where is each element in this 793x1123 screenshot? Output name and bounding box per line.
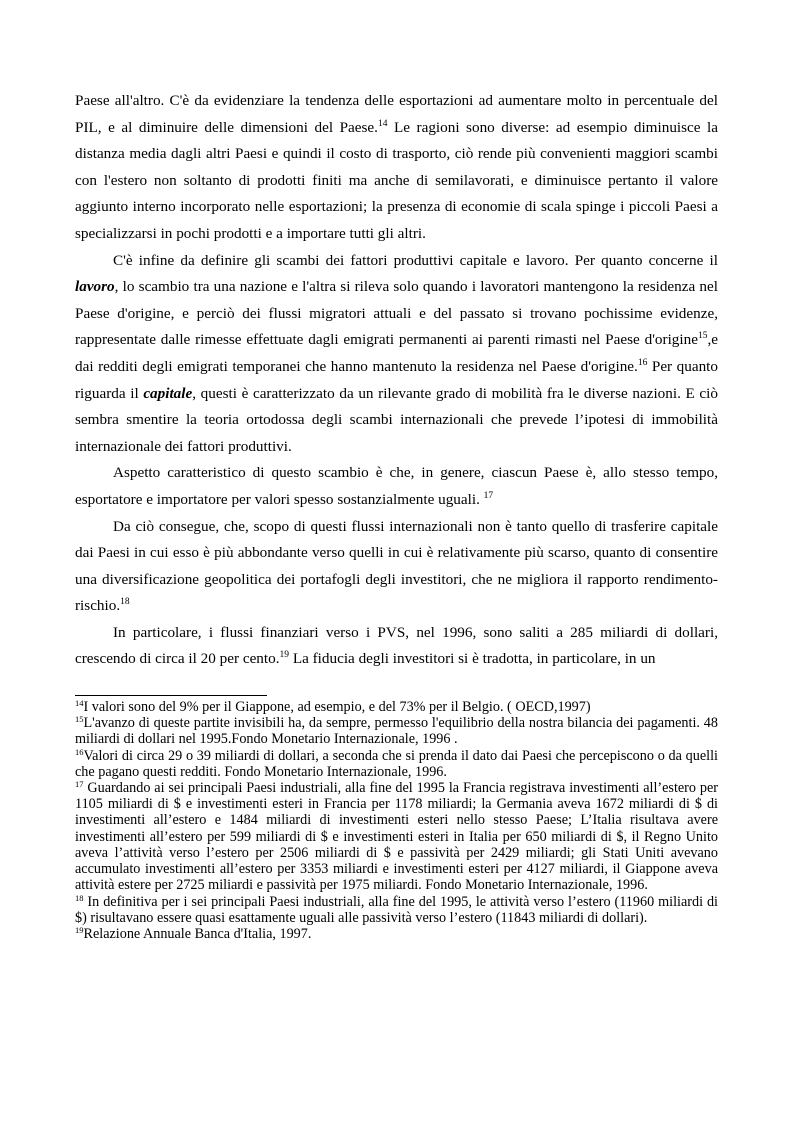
footnote-text: I valori sono del 9% per il Giappone, ad esempio, e del 73% per il Belgio. ( OECD,1997) (83, 699, 591, 716)
footnotes (75, 699, 718, 942)
footnote-ref-18: 18 (120, 597, 130, 608)
footnote-14 (75, 699, 718, 715)
paragraph-text: ,e dai redditi degli emigrati temporanei che hanno mantenuto la residenza nel Paese d'origine. (75, 331, 718, 375)
paragraph-text: , questi è caratterizzato da un rilevante grado di mobilità fra le diverse nazioni. E ciò sembra smentire la teoria ortodossa degli scambi internazionali che prevede l’ipotesi di immobilità internazionale dei fattori produttivi. (75, 384, 718, 455)
paragraph-text: C'è infine da definire gli scambi dei fattori produttivi capitale e lavoro. Per quanto concerne il (113, 251, 718, 269)
footnote-ref-19: 19 (279, 650, 290, 661)
footnote-text: Valori di circa 29 o 39 miliardi di dollari, a seconda che si prenda il dato dai Paesi che percepiscono o da quelli che pagano questi redditi. Fondo Monetario Internazionale, 1996. (75, 747, 718, 780)
document-page (75, 88, 718, 942)
body-text (75, 88, 718, 673)
footnote-ref-15: 15 (697, 331, 708, 342)
footnote-number: 15 (75, 714, 84, 725)
paragraph-4 (75, 514, 718, 620)
footnote-text: In definitiva per i sei principali Paesi industriali, alla fine del 1995, le attività verso l’estero (11960 miliardi di $) risultavano essere quasi esattamente uguali alle passività verso l’estero (11843 miliardi di dollari). (75, 893, 718, 926)
footnote-separator (75, 695, 267, 696)
paragraph-text: In particolare, i flussi finanziari verso i PVS, nel 1996, sono saliti a 285 miliardi di dollari, crescendo di circa il 20 per cento. (75, 623, 718, 668)
footnote-17 (75, 780, 718, 893)
paragraph-text: La fiducia degli investitori si è tradotta, in particolare, in un (289, 650, 656, 668)
footnote-number: 14 (75, 698, 84, 709)
term-capitale: capitale (143, 384, 193, 402)
term-lavoro: lavoro (75, 278, 115, 296)
paragraph-5 (75, 620, 718, 673)
footnote-number: 16 (75, 746, 84, 757)
footnote-ref-17: 17 (483, 490, 494, 501)
footnote-text: L'avanzo di queste partite invisibili ha, da sempre, permesso l'equilibrio della nostra bilancia dei pagamenti. 48 miliardi di dollari nel 1995.Fondo Monetario Internazionale, 1996 . (75, 715, 718, 748)
footnote-ref-16: 16 (637, 357, 648, 368)
paragraph-text: Da ciò consegue, che, scopo di questi flussi internazionali non è tanto quello di trasferire capitale dai Paesi in cui esso è più abbondante verso quelli in cui è relativamente più scarso, quanto di consentire una diversificazione geopolitica dei portafogli degli investitori, che ne migliora il rapporto rendimento-rischio. (75, 517, 718, 615)
footnote-ref-14: 14 (377, 118, 388, 129)
paragraph-1 (75, 88, 718, 248)
footnote-15 (75, 715, 718, 747)
paragraph-text: Per quanto riguarda il (75, 357, 718, 402)
footnote-number: 18 (75, 892, 84, 903)
paragraph-text: Le ragioni sono diverse: ad esempio diminuisce la distanza media dagli altri Paesi e quindi il costo di trasporto, ciò rende più convenienti maggiori scambi con l'estero non soltanto di prodotti finiti ma anche di semilavorati, e diminuisce pertanto il valore aggiunto interno incorporato nelle esportazioni; la presenza di economie di scala spinge i piccoli Paesi a specializzarsi in pochi prodotti e a importare tutti gli altri. (75, 118, 719, 242)
paragraph-3 (75, 460, 718, 513)
footnote-number: 19 (75, 924, 84, 935)
footnote-16 (75, 748, 718, 780)
footnote-text: Guardando ai sei principali Paesi industriali, alla fine del 1995 la Francia registrava investimenti all’estero per 1105 miliardi di $ e investimenti esteri in Francia per 1178 miliardi; la Germania aveva 1672 miliardi di $ di investimenti all’estero e 1484 miliardi di investimenti esteri nello stesso Paese; L’Italia risultava avere investimenti all’estero per 599 miliardi di $ e investimenti esteri in Italia per 650 miliardi di $, il Regno Unito aveva l’attività verso l’estero per 2506 miliardi di $ e passività per 2429 miliardi; gli Stati Uniti avevano accumulato investimenti all’estero per 3353 miliardi e investimenti esteri per 4127 miliardi, il Giappone aveva attività estere per 2725 miliardi e passività per 1975 miliardi. Fondo Monetario Internazionale, 1996. (75, 780, 718, 894)
footnote-text: Relazione Annuale Banca d'Italia, 1997. (83, 925, 312, 942)
paragraph-text: Aspetto caratteristico di questo scambio è che, in genere, ciascun Paese è, allo stesso tempo, esportatore e importatore per valori spesso sostanzialmente uguali. (75, 464, 718, 508)
paragraph-text: Paese all'altro. C'è da evidenziare la tendenza delle esportazioni ad aumentare molto in percentuale del PIL, e al diminuire delle dimensioni del Paese. (75, 92, 718, 136)
footnote-18 (75, 894, 718, 926)
paragraph-text: , lo scambio tra una nazione e l'altra si rileva solo quando i lavoratori mantengono la residenza nel Paese d'origine, e perciò dei flussi migratori attuali e del passato si trovano pochissime evidenze, rappresentate dalle rimesse effettuate dagli emigrati permanenti ai parenti rimasti nel Paese d'origine (75, 278, 718, 349)
footnote-number: 17 (75, 779, 84, 790)
paragraph-2 (75, 248, 718, 461)
footnote-19 (75, 926, 718, 942)
